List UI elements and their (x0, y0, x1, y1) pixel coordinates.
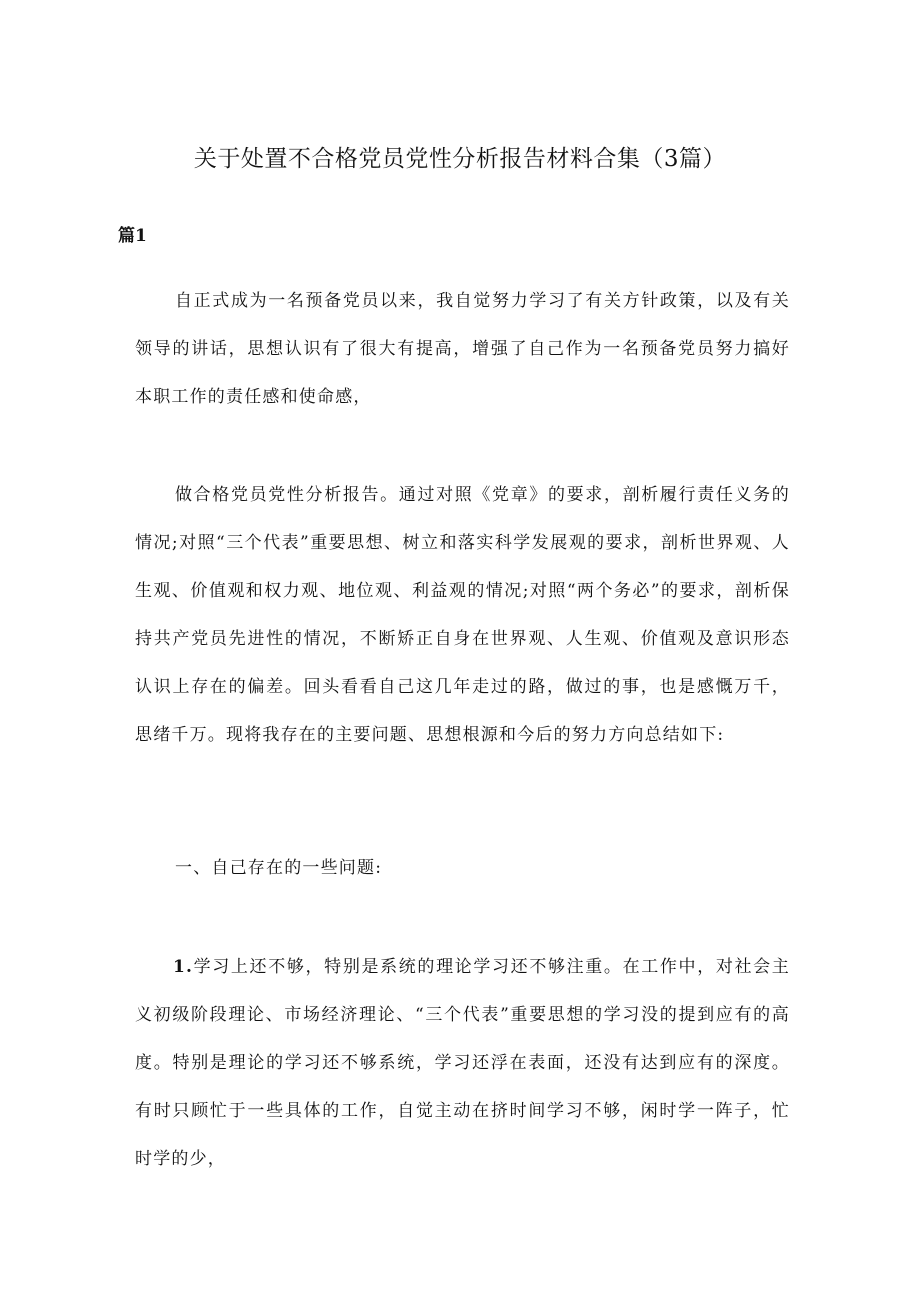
paragraph-item-1 (135, 943, 790, 1183)
section-label: 篇1 (118, 226, 147, 246)
section-heading-problems: 一、自己存在的一些问题: (175, 858, 383, 878)
item-number: 1. (173, 957, 194, 977)
document-title: 关于处置不合格党员党性分析报告材料合集（3篇） (193, 146, 727, 172)
paragraph-analysis: 做合格党员党性分析报告。通过对照《党章》的要求，剖析履行责任义务的情况;对照“三个代表”重要思想、树立和落实科学发展观的要求，剖析世界观、人生观、价值观和权力观、地位观、利益观的情况;对照“两个务必”的要求，剖析保持共产党员先进性的情况，不断矫正自身在世界观、人生观、价值观及意识形态认识上存在的偏差。回头看看自己这几年走过的路，做过的事，也是感慨万千，思绪千万。现将我存在的主要问题、思想根源和今后的努力方向总结如下: (135, 485, 790, 745)
item-text: 学习上还不够，特别是系统的理论学习还不够注重。在工作中，对社会主义初级阶段理论、市场经济理论、“三个代表”重要思想的学习没的提到应有的高度。特别是理论的学习还不够系统，学习还浮在表面，还没有达到应有的深度。有时只顾忙于一些具体的工作，自觉主动在挤时间学习不够，闲时学一阵子，忙时学的少， (135, 957, 790, 1169)
paragraph-intro: 自正式成为一名预备党员以来，我自觉努力学习了有关方针政策，以及有关领导的讲话，思想认识有了很大有提高，增强了自己作为一名预备党员努力搞好本职工作的责任感和使命感， (135, 291, 790, 407)
